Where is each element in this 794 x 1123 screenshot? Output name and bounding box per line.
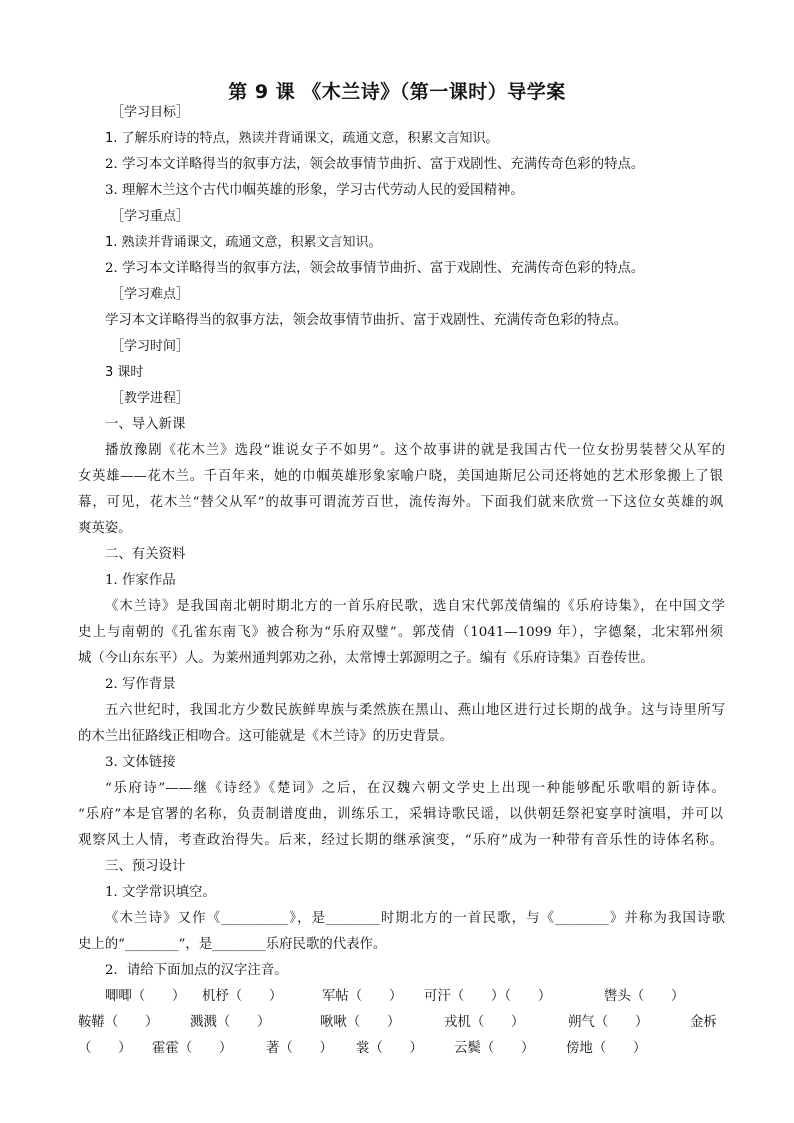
- objective-3: 3. 理解木兰这个古代巾帼英雄的形象，学习古代劳动人民的爱国精神。: [105, 183, 524, 198]
- author-para-line: 史上与南朝的《孔雀东南飞》被合称为“乐府双璧”。郭茂倩（1041—1099 年），字德粲，北宋郓州须: [78, 625, 723, 640]
- author-para-line: 《木兰诗》是我国南北朝时期北方的一首乐府民歌，选自宋代郭茂倩编的《乐府诗集》，在中国文学: [105, 599, 725, 614]
- pinyin-item: 傍地（ ）: [566, 1041, 647, 1056]
- pinyin-item: 机杼（ ）: [202, 989, 283, 1004]
- intro-para-line: 幕，可见，花木兰“替父从军”的故事可谓流芳百世，流传海外。下面我们就来欣赏一下这位女英雄的飒: [78, 495, 723, 510]
- section-intro-heading: 一、导入新课: [105, 417, 186, 432]
- author-works-heading: 1. 作家作品: [105, 573, 176, 588]
- background-heading: 2. 写作背景: [105, 677, 176, 692]
- pinyin-item: 云鬓（ ）: [454, 1041, 535, 1056]
- genre-heading: 3. 文体链接: [105, 755, 176, 770]
- pinyin-item: （ ）: [78, 1041, 132, 1056]
- fill-blank-line: 史上的“________”，是________乐府民歌的代表作。: [78, 937, 387, 952]
- section-preview-heading: 三、预习设计: [105, 859, 186, 874]
- heading-key-points: ［学习重点］: [111, 209, 190, 224]
- genre-para-line: 观察风土人情，考查政治得失。后来，经过长期的继承演变，“乐府”成为一种带有音乐性的诗体名称。: [78, 833, 723, 848]
- pinyin-item: 溅溅（ ）: [190, 1015, 271, 1030]
- objective-1: 1. 了解乐府诗的特点，熟读并背诵课文，疏通文意，积累文言知识。: [105, 131, 499, 146]
- difficulty-text: 学习本文详略得当的叙事方法，领会故事情节曲折、富于戏剧性、充满传奇色彩的特点。: [105, 313, 628, 328]
- pinyin-heading: 2．请给下面加点的汉字注音。: [105, 963, 288, 978]
- fill-blank-heading: 1. 文学常识填空。: [105, 885, 216, 900]
- time-text: 3 课时: [105, 365, 144, 380]
- section-materials-heading: 二、有关资料: [105, 547, 186, 562]
- page-title: 第 9 课 《木兰诗》（第一课时）导学案: [228, 81, 566, 103]
- heading-difficulties: ［学习难点］: [111, 287, 190, 302]
- pinyin-item: 裳（ ）: [356, 1041, 423, 1056]
- pinyin-item: 可汗（ ）（ ）: [424, 989, 552, 1004]
- author-para-line: 城（今山东东平）人。为莱州通判郭劝之孙，太常博士郭源明之子。编有《乐府诗集》百卷传世。: [78, 651, 654, 666]
- pinyin-item: 鞍鞯（ ）: [78, 1015, 159, 1030]
- genre-para-line: “乐府”本是官署的名称，负责制谱度曲，训练乐工，采辑诗歌民谣，以供朝廷祭祀宴享时演唱，并可以: [78, 807, 723, 822]
- intro-para-line: 播放豫剧《花木兰》选段“谁说女子不如男”。这个故事讲的就是我国古代一位女扮男装替父从军的: [105, 443, 725, 458]
- fill-blank-line: 《木兰诗》又作《__________》，是________时期北方的一首民歌，与《________》并称为我国诗歌: [105, 911, 725, 926]
- background-para-line: 五六世纪时，我国北方少数民族鲜卑族与柔然族在黑山、燕山地区进行过长期的战争。这与诗里所写: [105, 703, 725, 718]
- genre-para-line: “乐府诗”——继《诗经》《楚词》之后，在汉魏六朝文学史上出现一种能够配乐歌唱的新诗体。: [105, 781, 725, 796]
- pinyin-item: 啾啾（ ）: [320, 1015, 401, 1030]
- pinyin-item: 著（ ）: [266, 1041, 333, 1056]
- intro-para-line: 女英雄——花木兰。千百年来，她的巾帼英雄形象家喻户晓，美国迪斯尼公司还将她的艺术形象搬上了银: [78, 469, 723, 484]
- heading-objectives: ［学习目标］: [111, 105, 190, 120]
- objective-2: 2. 学习本文详略得当的叙事方法，领会故事情节曲折、富于戏剧性、充满传奇色彩的特点。: [105, 157, 645, 172]
- key-point-2: 2. 学习本文详略得当的叙事方法，领会故事情节曲折、富于戏剧性、充满传奇色彩的特点。: [105, 261, 645, 276]
- pinyin-item: 辔头（ ）: [604, 989, 685, 1004]
- pinyin-item: 戎机（ ）: [444, 1015, 525, 1030]
- heading-process: ［教学进程］: [111, 391, 190, 406]
- key-point-1: 1. 熟读并背诵课文，疏通文意，积累文言知识。: [105, 235, 382, 250]
- pinyin-item: 军帖（ ）: [322, 989, 403, 1004]
- intro-para-line: 爽英姿。: [78, 521, 132, 536]
- pinyin-item: 朔气（ ）: [568, 1015, 649, 1030]
- pinyin-item: 霍霍（ ）: [152, 1041, 233, 1056]
- heading-time: ［学习时间］: [111, 339, 190, 354]
- pinyin-item: 金柝: [690, 1015, 717, 1030]
- pinyin-item: 唧唧（ ）: [105, 989, 186, 1004]
- background-para-line: 的木兰出征路线正相吻合。这可能就是《木兰诗》的历史背景。: [78, 729, 453, 744]
